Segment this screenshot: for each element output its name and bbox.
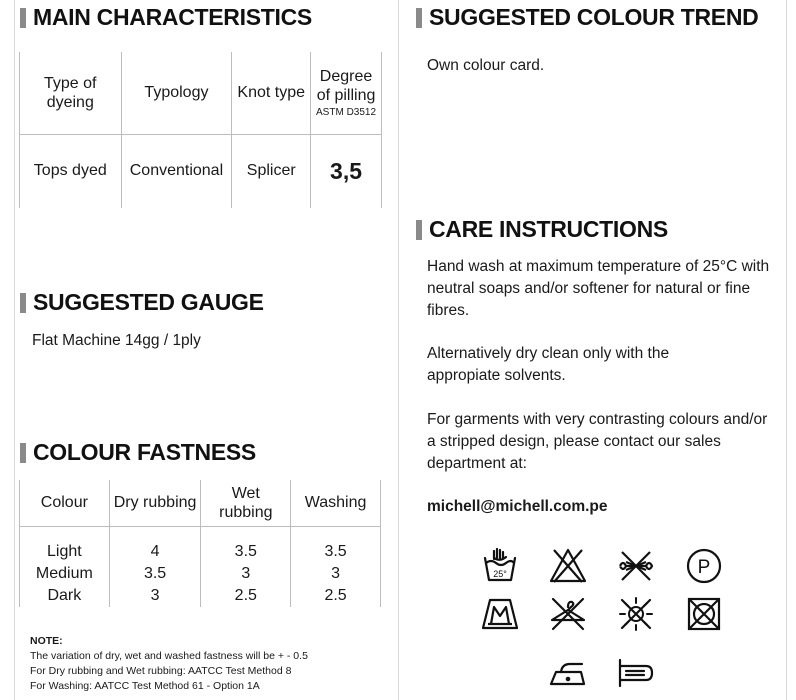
- column-divider-right: [786, 0, 787, 700]
- wash-temperature-label: 25°: [493, 569, 507, 579]
- column-divider-left: [14, 0, 15, 700]
- dry-clean-letter: P: [697, 557, 711, 578]
- sales-email[interactable]: michell@michell.com.pe: [427, 498, 608, 515]
- dark-dry-rubbing: 3: [150, 586, 160, 604]
- suggested-gauge-title: SUGGESTED GAUGE: [33, 289, 264, 315]
- main-characteristics-title: MAIN CHARACTERISTICS: [33, 4, 312, 30]
- care-paragraph-hand-wash: Hand wash at maximum temperature of 25°C with neutral soaps and/or softener for natural or fine fibres.: [427, 258, 770, 319]
- note-line: For Dry rubbing and Wet rubbing: AATCC Test Method 8: [30, 665, 292, 677]
- header-dry-rubbing: Dry rubbing: [109, 480, 201, 526]
- header-washing: Washing: [291, 480, 381, 526]
- care-paragraph-contact: For garments with very contrasting colours and/or a stripped design, please contact our sales department at:: [427, 411, 768, 472]
- value-type-of-dyeing: Tops dyed: [20, 134, 122, 208]
- steam-press-icon: [616, 652, 656, 692]
- row-medium-label: Medium: [35, 564, 93, 582]
- do-not-dry-in-sun-icon: [616, 594, 656, 634]
- medium-washing: 3: [331, 564, 341, 582]
- suggested-colour-trend-heading: [416, 4, 758, 31]
- header-degree-of-pilling: [311, 52, 382, 134]
- main-characteristics-table: [19, 52, 382, 208]
- do-not-wring-icon: [616, 546, 656, 586]
- note-label: NOTE:: [30, 635, 63, 647]
- suggested-gauge-text: Flat Machine 14gg / 1ply: [32, 332, 201, 349]
- heading-bar: [20, 443, 26, 463]
- colour-fastness-colour-column: [20, 526, 110, 607]
- hand-wash-25-icon: [480, 546, 520, 586]
- heading-bar: [20, 8, 26, 28]
- colour-fastness-washing-column: [291, 526, 381, 607]
- dry-flat-icon: [480, 594, 520, 634]
- degree-of-pilling-label: Degree of pilling: [316, 67, 376, 104]
- pilling-standard: ASTM D3512: [316, 106, 377, 118]
- column-divider-middle: [398, 0, 399, 700]
- colour-fastness-table: [19, 480, 381, 607]
- medium-dry-rubbing: 3.5: [143, 564, 167, 582]
- care-paragraph-dry-clean: Alternatively dry clean only with the appropiate solvents.: [427, 345, 670, 384]
- heading-bar: [416, 220, 422, 240]
- medium-wet-rubbing: 3: [241, 564, 251, 582]
- do-not-tumble-dry-icon: [684, 594, 724, 634]
- care-instructions-heading: [416, 216, 668, 243]
- note-line: The variation of dry, wet and washed fastness will be + - 0.5: [30, 650, 308, 662]
- care-icons-grid: [476, 540, 736, 700]
- iron-low-icon: [548, 652, 588, 692]
- suggested-colour-trend-title: SUGGESTED COLOUR TREND: [429, 4, 759, 30]
- header-colour: Colour: [20, 480, 110, 526]
- header-typology: Typology: [121, 52, 232, 134]
- care-instructions-title: CARE INSTRUCTIONS: [429, 216, 668, 242]
- value-degree-of-pilling: 3,5: [311, 134, 382, 208]
- dry-clean-p-icon: [684, 546, 724, 586]
- heading-bar: [416, 8, 422, 28]
- do-not-hang-dry-icon: [548, 594, 588, 634]
- fastness-note: [30, 634, 308, 694]
- suggested-gauge-heading: [20, 289, 264, 316]
- do-not-bleach-icon: [548, 546, 588, 586]
- colour-fastness-dry-column: [109, 526, 201, 607]
- main-characteristics-heading: [20, 4, 312, 31]
- header-knot-type: Knot type: [232, 52, 311, 134]
- colour-fastness-wet-column: [201, 526, 291, 607]
- value-knot-type: Splicer: [232, 134, 311, 208]
- value-typology: Conventional: [121, 134, 232, 208]
- row-light-label: Light: [47, 542, 82, 560]
- colour-fastness-heading: [20, 439, 256, 466]
- dark-wet-rubbing: 2.5: [234, 586, 257, 604]
- header-type-of-dyeing: Type of dyeing: [20, 52, 122, 134]
- header-wet-rubbing: Wet rubbing: [201, 480, 291, 526]
- suggested-colour-trend-text: Own colour card.: [427, 57, 545, 74]
- light-washing: 3.5: [324, 542, 347, 560]
- row-dark-label: Dark: [47, 586, 82, 604]
- note-line: For Washing: AATCC Test Method 61 - Option 1A: [30, 680, 260, 692]
- colour-fastness-title: COLOUR FASTNESS: [33, 439, 256, 465]
- heading-bar: [20, 293, 26, 313]
- light-wet-rubbing: 3.5: [234, 542, 257, 560]
- dark-washing: 2.5: [324, 586, 347, 604]
- light-dry-rubbing: 4: [150, 542, 160, 560]
